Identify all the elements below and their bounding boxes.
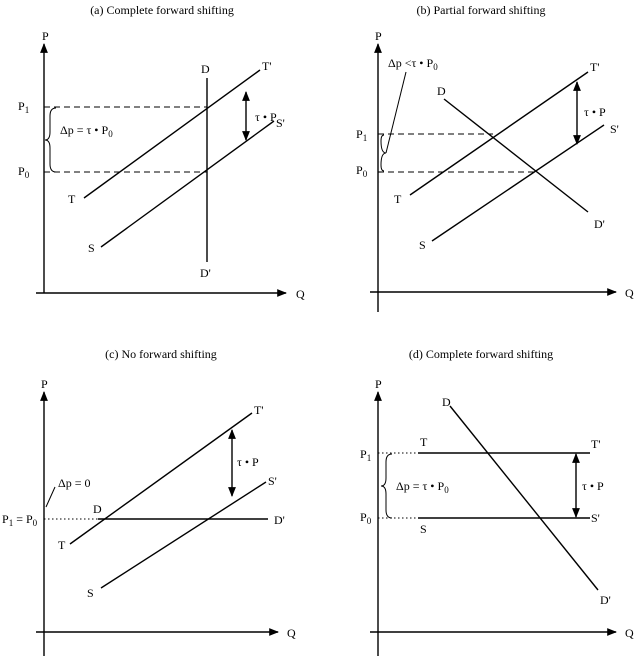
panel-b-p-axis-label: P (375, 29, 382, 43)
panel-b-brace (381, 135, 386, 171)
panel-a-Sprime-label: S' (276, 116, 285, 130)
panel-c-S-label: S (87, 586, 94, 600)
panel-b-tau-label: τ • P (584, 105, 606, 119)
panel-c-tt-line (70, 413, 252, 544)
panel-c-p-equal-label: $P_1 = P_0$ (2, 512, 38, 528)
panel-d-tau-label: τ • P (582, 479, 604, 493)
panel-d-q-axis-label: Q (625, 626, 634, 640)
panel-d-brace (381, 454, 392, 518)
panel-c-Tprime-label: T' (254, 403, 264, 417)
panel-c-D-label: D (93, 502, 102, 516)
panel-a-title: (a) Complete forward shifting (90, 3, 234, 17)
panel-d-p1-label: $P_1$ (360, 447, 372, 463)
panel-d-Sprime-label: S' (591, 511, 600, 525)
panel-b-delta-label: Δp <τ • $P_0$ (388, 56, 438, 72)
panel-c (2, 347, 296, 656)
panel-d-p-axis-label: P (375, 377, 382, 391)
panel-a-Tprime-label: T' (262, 59, 272, 73)
panel-a (18, 3, 305, 301)
panel-b (356, 3, 634, 312)
panel-b-leader-line (386, 72, 406, 153)
panel-a-T-label: T (68, 192, 76, 206)
panel-d-p0-label: $P_0$ (360, 510, 372, 526)
panel-c-Dprime-label: D' (274, 513, 285, 527)
panel-b-S-label: S (419, 238, 426, 252)
panel-b-q-axis-label: Q (625, 286, 634, 300)
panel-a-brace (45, 108, 56, 172)
panel-b-Sprime-label: S' (610, 122, 619, 136)
panel-b-p1-label: $P_1$ (356, 127, 368, 143)
panel-a-p0-label: $P_0$ (18, 164, 30, 180)
panel-c-T-label: T (58, 538, 66, 552)
panel-d-delta-label: Δp = τ • $P_0$ (396, 479, 449, 495)
panel-a-q-axis-label: Q (296, 287, 305, 301)
panel-c-title: (c) No forward shifting (105, 347, 217, 361)
panel-b-Tprime-label: T' (590, 60, 600, 74)
panel-c-ss-line (101, 482, 266, 588)
panel-a-D-label: D (201, 62, 210, 76)
panel-a-delta-label: Δp = τ • $P_0$ (60, 123, 113, 139)
panel-c-leader-line (46, 487, 55, 507)
panel-b-D-label: D (437, 84, 446, 98)
panel-d-Dprime-label: D' (600, 593, 611, 607)
panel-c-Sprime-label: S' (268, 474, 277, 488)
panel-c-tau-label: τ • P (237, 455, 259, 469)
panel-a-p-axis-label: P (42, 29, 49, 43)
panel-b-dd-line (444, 99, 588, 212)
panel-d-Tprime-label: T' (591, 437, 601, 451)
panel-b-Dprime-label: D' (594, 217, 605, 231)
panel-c-p-axis-label: P (41, 377, 48, 391)
panel-d-D-label: D (442, 395, 451, 409)
panel-b-p0-label: $P_0$ (356, 163, 368, 179)
panel-d-T-label: T (420, 435, 428, 449)
panel-b-title: (b) Partial forward shifting (416, 3, 546, 17)
panel-a-ss-line (101, 121, 274, 247)
panel-c-delta-label: Δp = 0 (58, 476, 91, 490)
panel-a-p1-label: $P_1$ (18, 99, 30, 115)
panel-b-T-label: T (394, 192, 402, 206)
panel-c-q-axis-label: Q (287, 626, 296, 640)
panel-a-S-label: S (88, 241, 95, 255)
panel-d-S-label: S (420, 522, 427, 536)
panel-b-ss-line (432, 125, 604, 241)
panel-d (360, 347, 634, 656)
panel-a-tau-label: τ • P (255, 110, 277, 124)
panel-d-title: (d) Complete forward shifting (408, 347, 554, 361)
panel-a-Dprime-label: D' (200, 266, 211, 280)
